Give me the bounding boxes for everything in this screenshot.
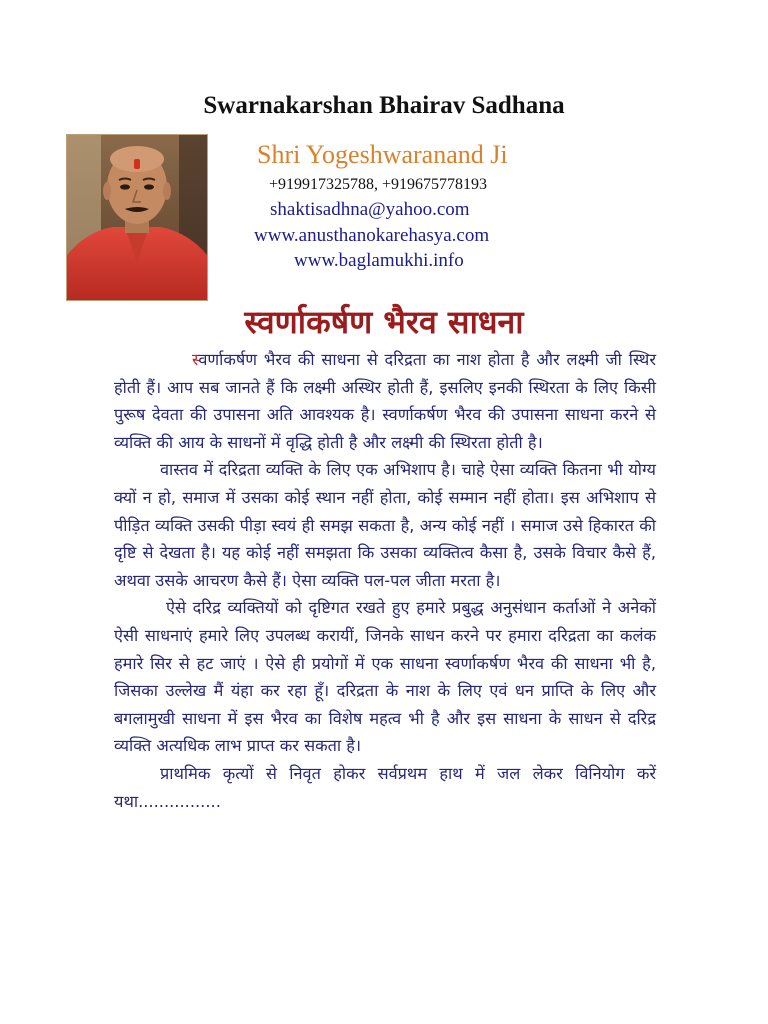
author-photo [66, 134, 208, 301]
paragraph-1 [114, 346, 656, 456]
phone-numbers: +919917325788, +919675778193 [269, 176, 488, 193]
website-link-baglamukhi[interactable]: www.baglamukhi.info [294, 250, 464, 271]
paragraph-4 [114, 760, 656, 815]
author-name: Shri Yogeshwaranand Ji [257, 140, 508, 169]
email-link[interactable]: shaktisadhna@yahoo.com [270, 199, 470, 220]
paragraph-2: वास्तव में दरिद्रता व्यक्ति के लिए एक अभिशाप है। चाहे ऐसा व्यक्ति कितना भी योग्य क्यों न हो, समाज में उसका कोई स्थान नहीं होता, कोई सम्मान नहीं होता। इस अभिशाप से पीड़ित व्यक्ति उसकी पीड़ा स्वयं ही समझ सकता है, अन्य कोई नहीं । समाज उसे हिकारत की दृष्टि से देखता है। यह कोई नहीं समझता कि उसका व्यक्तित्व कैसा है, उसके विचार कैसे हैं, अथवा उसके आचरण कैसे हैं। ऐसा व्यक्ति पल-पल जीता मरता है। [114, 460, 656, 590]
article-body [114, 346, 656, 815]
document-title: Swarnakarshan Bhairav Sadhana [203, 92, 565, 119]
paragraph-4-ellipsis: ................ [138, 791, 221, 811]
paragraph-1-initial: स् [192, 350, 199, 369]
article-heading: स्वर्णाकर्षण भैरव साधना [244, 303, 524, 341]
website-link-anusthanokarehasya[interactable]: www.anusthanokarehasya.com [254, 225, 490, 246]
paragraph-1-text: वर्णाकर्षण भैरव की साधना से दरिद्रता का नाश होता है और लक्ष्मी जी स्थिर होती हैं। आप सब जानते हैं कि लक्ष्मी अस्थिर होती हैं, इसलिए इनकी स्थिरता के लिए किसी पुरूष देवता की उपासना अति आवश्यक है। स्वर्णाकर्षण भैरव की उपासना साधना करने से व्यक्ति की आय के साधनों में वृद्धि होती है और लक्ष्मी की स्थिरता होती है। [114, 350, 656, 452]
paragraph-3: ऐसे दरिद्र व्यक्तियों को दृष्टिगत रखते हुए हमारे प्रबुद्ध अनुसंधान कर्ताओं ने अनेकों ऐसी साधनाएं हमारे लिए उपलब्ध करायीं, जिनके साधन करने पर हमारा दरिद्रता का कलंक हमारे सिर से हट जाएं । ऐसे ही प्रयोगों में एक साधना स्वर्णाकर्षण भैरव की साधना भी है, जिसका उल्लेख मैं यंहा कर रहा हूँ। दरिद्रता के नाश के लिए एवं धन प्राप्ति के लिए और बगलामुखी साधना में इस भैरव का विशेष महत्व भी है और इस साधना के साधन से दरिद्र व्यक्ति अत्यधिक लाभ प्राप्त कर सकता है। [114, 598, 656, 756]
paragraph-4-text: प्राथमिक कृत्यों से निवृत होकर सर्वप्रथम हाथ में जल लेकर विनियोग करें यथा [114, 763, 656, 811]
author-portrait-image [67, 135, 207, 300]
